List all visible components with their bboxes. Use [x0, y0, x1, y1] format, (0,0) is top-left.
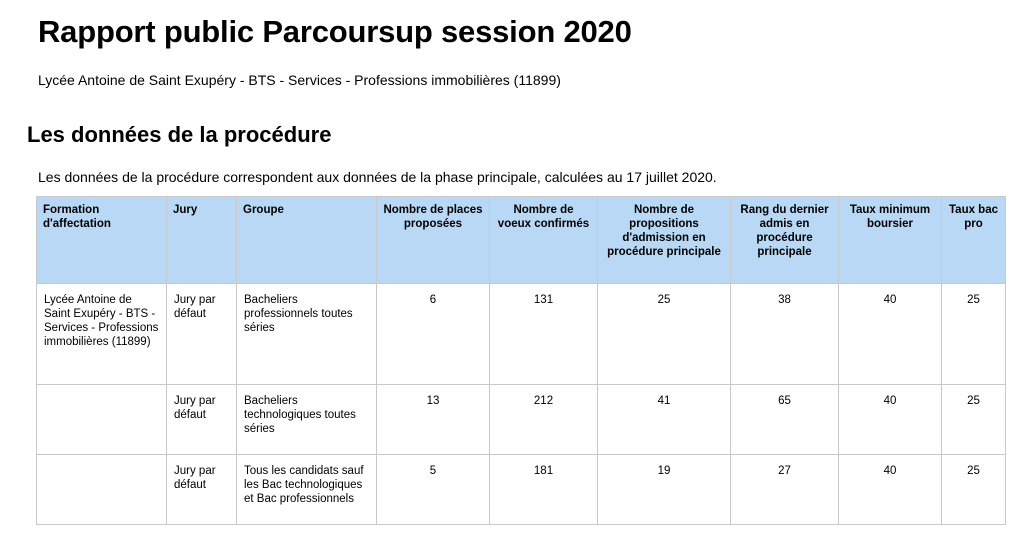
header-taux-boursier: Taux minimum boursier [839, 197, 942, 284]
cell-taux-boursier: 40 [839, 385, 942, 455]
cell-formation [37, 455, 167, 525]
cell-jury: Jury par défaut [167, 284, 237, 385]
header-rang: Rang du dernier admis en procédure principale [731, 197, 839, 284]
cell-groupe: Bacheliers technologiques toutes séries [237, 385, 377, 455]
cell-jury: Jury par défaut [167, 385, 237, 455]
cell-taux-boursier: 40 [839, 455, 942, 525]
section-intro: Les données de la procédure correspondent aux données de la phase principale, calculées au 17 juillet 2020. [38, 169, 717, 185]
formation-subtitle: Lycée Antoine de Saint Exupéry - BTS - Services - Professions immobilières (11899) [38, 72, 561, 88]
header-formation: Formation d'affectation [37, 197, 167, 284]
cell-propositions: 41 [598, 385, 731, 455]
header-voeux: Nombre de voeux confirmés [490, 197, 598, 284]
cell-places: 5 [377, 455, 490, 525]
cell-jury: Jury par défaut [167, 455, 237, 525]
header-taux-bac-pro: Taux bac pro [942, 197, 1006, 284]
cell-voeux: 181 [490, 455, 598, 525]
cell-formation [37, 385, 167, 455]
cell-taux-boursier: 40 [839, 284, 942, 385]
table-row [37, 284, 1006, 385]
header-propositions: Nombre de propositions d'admission en procédure principale [598, 197, 731, 284]
cell-formation: Lycée Antoine de Saint Exupéry - BTS - Services - Professions immobilières (11899) [37, 284, 167, 385]
cell-rang: 38 [731, 284, 839, 385]
table-row [37, 455, 1006, 525]
section-title: Les données de la procédure [27, 122, 332, 147]
cell-taux-bac-pro: 25 [942, 284, 1006, 385]
cell-groupe: Tous les candidats sauf les Bac technologiques et Bac professionnels [237, 455, 377, 525]
page-title: Rapport public Parcoursup session 2020 [38, 14, 632, 49]
cell-taux-bac-pro: 25 [942, 385, 1006, 455]
header-places: Nombre de places proposées [377, 197, 490, 284]
header-jury: Jury [167, 197, 237, 284]
cell-propositions: 19 [598, 455, 731, 525]
cell-voeux: 212 [490, 385, 598, 455]
cell-places: 13 [377, 385, 490, 455]
cell-voeux: 131 [490, 284, 598, 385]
table-row [37, 385, 1006, 455]
cell-taux-bac-pro: 25 [942, 455, 1006, 525]
cell-rang: 65 [731, 385, 839, 455]
procedure-table [36, 196, 1006, 525]
header-groupe: Groupe [237, 197, 377, 284]
cell-rang: 27 [731, 455, 839, 525]
cell-places: 6 [377, 284, 490, 385]
cell-propositions: 25 [598, 284, 731, 385]
table-header-row [37, 197, 1006, 284]
cell-groupe: Bacheliers professionnels toutes séries [237, 284, 377, 385]
